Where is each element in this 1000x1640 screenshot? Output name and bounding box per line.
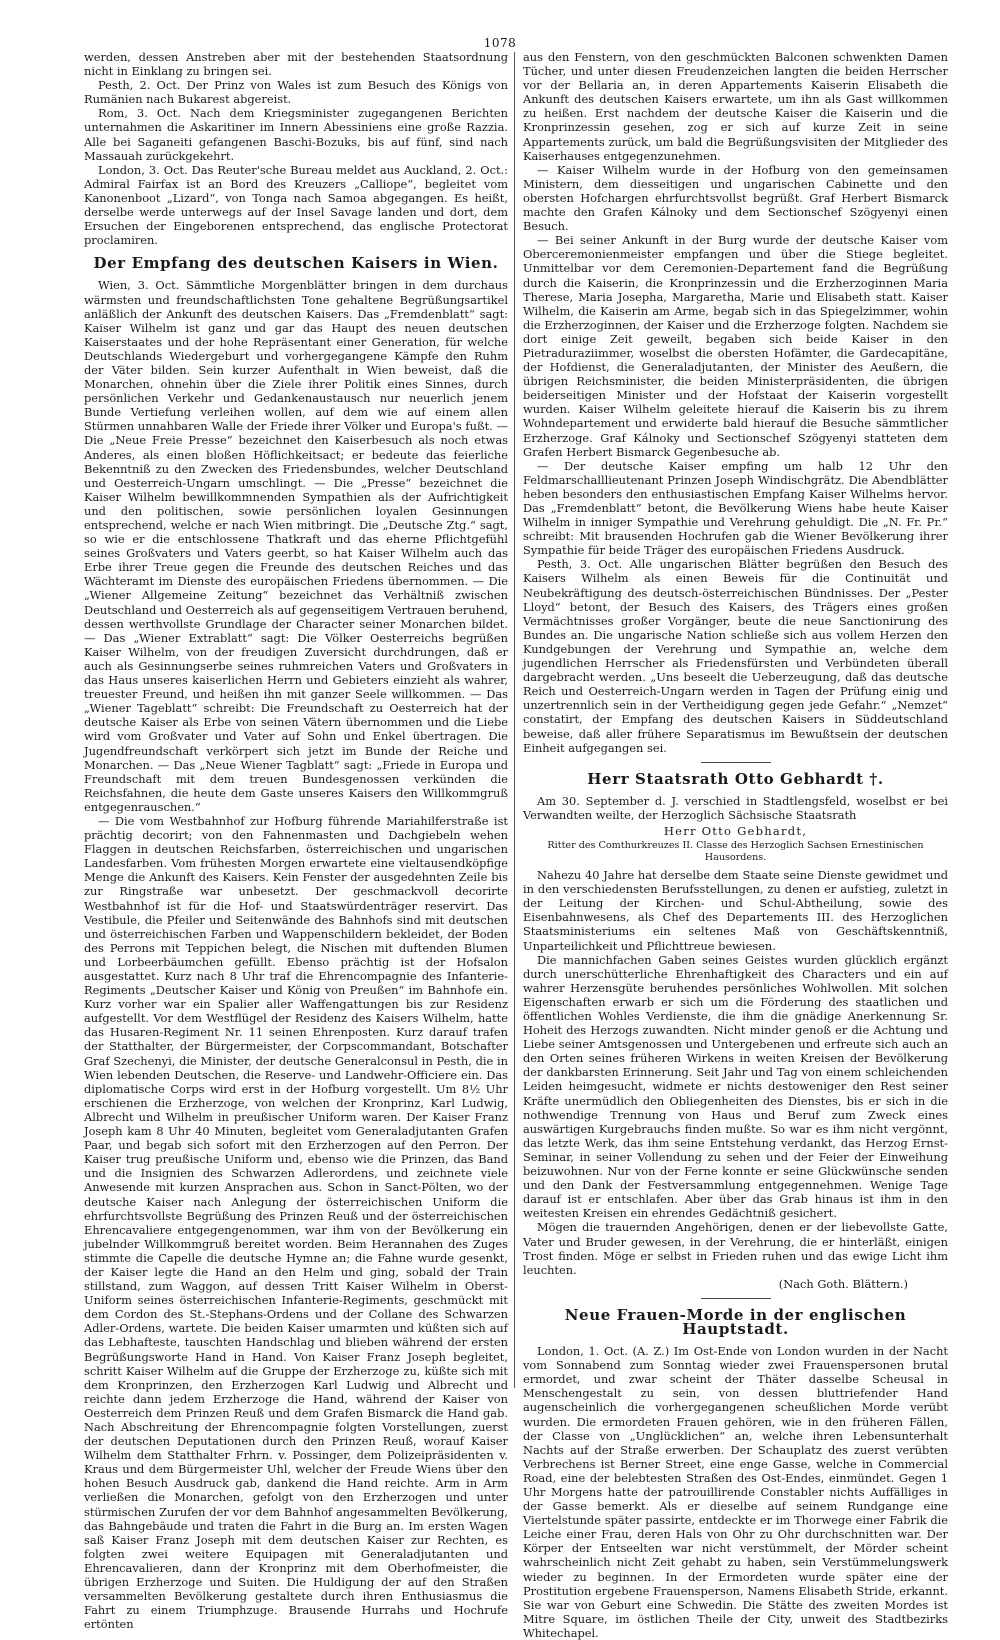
article-heading-kaiser-empfang: Der Empfang des deutschen Kaisers in Wien.: [93, 254, 499, 273]
murders-paragraph: London, 1. Oct. (A. Z.) Im Ost-Ende von London wurden in der Nacht vom Sonnabend zum Sonntag wieder zwei Frauenspersonen brutal ermordet, und zwar scheint der Thäter dasselbe Scheusal in Menschengestalt zu sein, von dessen bluttriefender Hand augenscheinlich die vorhergegangenen scheußlichen Morde verübt wurden. Die ermordeten Frauen gehören, wie in den früheren Fällen, der Classe von „Unglücklichen“ an, welche ihren Lebensunterhalt Nachts auf der Straße erwerben. Der Schauplatz des zuerst verübten Verbrechens ist Berner Street, eine enge Gasse, welche in Commercial Road, eine der belebtesten Straßen des Ost-Endes, einmündet. Gegen 1 Uhr Morgens hatte der patrouillirende Constabler nichts Auffälliges in der Gasse bemerkt. Als er dieselbe auf seinem Rundgange eine Viertelstunde später passirte, entdeckte er im Thorwege einer Fabrik die Leiche einer Frau, deren Hals von Ohr zu Ohr durchschnitten war. Der Körper der Entseelten war nicht verstümmelt, der Mörder scheint wahrscheinlich nicht Zeit gehabt zu haben, sein Verstümmelungswerk wieder zu beginnen. In der Ermordeten wurde später eine der Prostitution ergebene Frauensperson, Namens Elisabeth Stride, erkannt. Sie war von Geburt eine Schwedin. Die Stätte des zweiten Mordes ist Mitre Square, im östlichen Theile der City, unweit des Stadtbezirks Whitechapel.: [523, 1344, 948, 1640]
article-paragraph: — Bei seiner Ankunft in der Burg wurde der deutsche Kaiser vom Oberceremonienmeister empfangen und über die Stiege begleitet. Unmittelbar vor dem Ceremonien-Departement fand die Begrüßung durch die Kaiserin, die Kronprinzessin und die Erzherzoginnen Maria Therese, Maria Josepha, Margaretha, Marie und Elisabeth statt. Kaiser Wilhelm, die Kaiserin am Arme, begab sich in das Spiegelzimmer, wohin die Erzherzoginnen, der Kaiser und die Erzherzoge folgten. Nachdem sie dort einige Zeit geweilt, begaben sich beide Kaiser in den Pietraduraziimmer, woselbst die obersten Hofämter, die Gardecapitäne, der Hofdienst, die Generaladjutanten, der Minister des Aeußern, die übrigen Reichsminister, die beiden Ministerpräsidenten, die übrigen beiderseitigen Minister und der Hofstaat der Kaiserin vorgestellt wurden. Kaiser Wilhelm geleitete hierauf die Kaiserin bis zu ihrem Wohndepartement und erwiderte bald hierauf die Besuche sämmtlicher Erzherzoge. Graf Kálnoky und Sectionschef Szögyenyi statteten dem Grafen Herbert Bismarck Gegenbesuche ab.: [523, 233, 948, 459]
obituary-name: Herr Otto Gebhardt,: [663, 823, 808, 838]
article-paragraph: Pesth, 3. Oct. Alle ungarischen Blätter begrüßen den Besuch des Kaisers Wilhelm als einen Beweis für die Continuität und Neubekräftigung des deutsch-österreichischen Bündnisses. Der „Pester Lloyd“ betont, der Besuch des Kaisers, des Trägers eines großen Vermächtnisses großer Vorgänger, beute die neue Sanctionirung des Bundes an. Die ungarische Nation schließe sich aus vollem Herzen den Kundgebungen der Verehrung und Sympathie an, welche dem jugendlichen Herrscher als Friedensfürsten und Verbündeten überall dargebracht werden. „Uns beseelt die Ueberzeugung, daß das deutsche Reich und Oesterreich-Ungarn werden in Tagen der Prüfung einig und unzertrennlich sein in der Vertheidigung gegen jede Gefahr.“ „Nemzet“ constatirt, der Empfang des deutschen Kaisers in Süddeutschland beweise, daß aller frühere Separatismus im Bewußtsein der deutschen Einheit aufgegangen sei.: [523, 557, 948, 755]
column-divider: [514, 52, 515, 1388]
article-paragraph: Wien, 3. Oct. Sämmtliche Morgenblätter bringen in dem durchaus wärmsten und freundschaftlichsten Tone gehaltene Begrüßungsartikel anläßlich der Ankunft des deutschen Kaisers. Das „Fremdenblatt“ sagt: Kaiser Wilhelm ist ganz und gar das Haupt des neuen deutschen Kaiserstaates und der hohe Repräsentant einer Generation, für welche Deutschlands Wiedergeburt und vorhergegangene Kämpfe den Ruhm der Väter bilden. Sein kurzer Aufenthalt in Wien beweist, daß die Monarchen, ohnehin über die Ziele ihrer Politik eines Sinnes, durch persönlichen Verkehr und Gedankenaustausch nur neuerlich jenem Bunde Vertiefung verleihen wollen, auf dem wie auf einem allen Stürmen unnahbaren Walle der Friede ihrer Völker und Europa's fußt. — Die „Neue Freie Presse“ bezeichnet den Kaiserbesuch als noch etwas Anderes, als einen bloßen Höflichkeitsact; er bedeute das feierliche Bekenntniß zu den Zwecken des Friedensbundes, welcher Deutschland und Oesterreich-Ungarn umschlingt. — Die „Presse“ bezeichnet die Kaiser Wilhelm bewillkommnenden Sympathien als der Aufrichtigkeit und den politischen, sowie persönlichen loyalen Gesinnungen entsprechend, welche er nach Wien mitbringt. Die „Deutsche Ztg.“ sagt, so wie er die entschlossene Thatkraft und das eherne Pflichtgefühl seines Großvaters und Vaters geerbt, so hat Kaiser Wilhelm auch das Erbe ihrer Treue gegen die Freunde des deutschen Reiches und das Wächteramt im Dienste des europäischen Friedens übernommen. — Die „Wiener Allgemeine Zeitung“ bezeichnet das Verhältniß zwischen Deutschland und Oesterreich als auf gegenseitigem Vertrauen beruhend, dessen werthvollste Grundlage der Character seiner Monarchen bildet. — Das „Wiener Extrablatt“ sagt: Die Völker Oesterreichs begrüßen Kaiser Wilhelm, von der freudigen Zuversicht durchdrungen, daß er auch als Gesinnungserbe seines ruhmreichen Vaters und Großvaters in das Haus unseres kaiserlichen Herrn und Gebieters einzieht als wahrer, treuester Freund, und heißen ihn mit ganzer Seele willkommen. — Das „Wiener Tageblatt“ schreibt: Die Freundschaft zu Oesterreich hat der deutsche Kaiser als Erbe von seinen Vätern übernommen und die Liebe wird vom Großvater und Vater auf Sohn und Enkel übertragen. Die Jugendfreundschaft verkörpert sich jetzt im Bunde der Reiche und Monarchen. — Das „Neue Wiener Tagblatt“ sagt: „Friede in Europa und Freundschaft mit dem treuen Bundesgenossen verkünden die Reichsfahnen, die heute dem Gaste unseres Kaisers den Willkommgruß entgegenrauschen.“: [84, 278, 508, 814]
intro-paragraph: werden, dessen Anstreben aber mit der bestehenden Staatsordnung nicht in Einklang zu bringen sei.: [84, 50, 508, 79]
article-paragraph: aus den Fenstern, von den geschmückten Balconen schwenkten Damen Tücher, und unter diesen Freudenzeichen langten die beiden Herrscher vor der Bellaria an, in deren Appartements Kaiserin Elisabeth die Ankunft des deutschen Kaisers erwartete, um ihn als Gast willkommen zu heißen. Erst nachdem der deutsche Kaiser die Kaiserin und die Kronprinzessin gesehen, zog er sich auf kurze Zeit in seine Appartements zurück, um bald die Begrüßungsvisiten der Mitglieder des Kaiserhauses entgegenzunehmen.: [523, 50, 948, 163]
obituary-title: Ritter des Comthurkreuzes II. Classe des Herzoglich Sachsen Ernestinischen Hausordens.: [547, 840, 924, 864]
obituary-intro: Am 30. September d. J. verschied in Stadtlengsfeld, woselbst er bei Verwandten weilte, der Herzoglich Sächsische Staatsrath: [523, 793, 948, 822]
obituary-source: (Nach Goth. Blättern.): [778, 1276, 908, 1291]
page-number: 1078: [483, 36, 517, 50]
article-paragraph: — Kaiser Wilhelm wurde in der Hofburg von den gemeinsamen Ministern, dem diesseitigen und ungarischen Cabinette und den obersten Hofchargen ehrfurchtsvollst begrüßt. Graf Herbert Bismarck machte den Grafen Kálnoky und dem Sectionschef Szögyenyi einen Besuch.: [523, 162, 948, 234]
obituary-paragraph: Mögen die trauernden Angehörigen, denen er der liebevollste Gatte, Vater und Bruder gewesen, in der Verehrung, die er hinterläßt, einigen Trost finden. Möge er selbst in Frieden ruhen und das ewige Licht ihm leuchten.: [523, 1220, 948, 1277]
article-paragraph: — Der deutsche Kaiser empfing um halb 12 Uhr den Feldmarschalllieutenant Prinzen Joseph Windischgrätz. Die Abendblätter heben besonders den enthusiastischen Empfang Kaiser Wilhelms hervor. Das „Fremdenblatt“ betont, die Bevölkerung Wiens habe heute Kaiser Wilhelm in inniger Sympathie und Verehrung gehuldigt. Die „N. Fr. Pr.“ schreibt: Mit brausenden Hochrufen gab die Wiener Bevölkerung ihrer Sympathie für beide Träger des europäischen Friedens Ausdruck.: [523, 458, 948, 558]
murders-heading: Neue Frauen-Morde in der englischen Hauptstadt.: [564, 1305, 907, 1338]
rom-dispatch: Rom, 3. Oct. Nach dem Kriegsminister zugegangenen Berichten unternahmen die Askaritiner im Innern Abessiniens eine große Razzia. Alle bei Saganeiti gefangenen Baschi-Bozuks, bis auf fünf, sind nach Massauah zurückgekehrt.: [84, 106, 508, 163]
right-column: [523, 50, 948, 1640]
london-dispatch: London, 3. Oct. Das Reuter'sche Bureau meldet aus Auckland, 2. Oct.: Admiral Fairfax ist an Bord des Kreuzers „Calliope“, begleitet vom Kanonenboot „Lizard“, von Tonga nach Samoa abgegangen. Es heißt, derselbe werde unterwegs auf der Insel Savage landen und dort, dem Ersuchen der Eingeborenen entsprechend, das englische Protectorat proclamiren.: [84, 162, 508, 248]
article-paragraph: — Die vom Westbahnhof zur Hofburg führende Mariahilferstraße ist prächtig decorirt; von den Fahnenmasten und Dachgiebeln wehen Flaggen in deutschen Reichsfarben, österreichischen und ungarischen Landesfarben. Vom frühesten Morgen erwartete eine vieltausendköpfige Menge die Ankunft des Kaisers. Kein Fenster der ausgedehnten Zeile bis zur Ringstraße war unbesetzt. Der geschmackvoll decorirte Westbahnhof ist für die Hof- und Staatswürdenträger reservirt. Das Vestibule, die Pfeiler und Seitenwände des Bahnhofs sind mit deutschen und österreichischen Farben und Wappenschildern bekleidet, der Boden des Perrons mit Teppichen belegt, die Nischen mit duftenden Blumen und Lorbeerbäumchen gefüllt. Ebenso prächtig ist der Hofsalon ausgestattet. Kurz nach 8 Uhr traf die Ehrencompagnie des Infanterie-Regiments „Deutscher Kaiser und König von Preußen“ im Bahnhofe ein. Kurz vorher war ein Spalier aller Waffengattungen bis zur Residenz aufgestellt. Vor dem Westflügel der Residenz des Kaisers Wilhelm, hatte das Husaren-Regiment Nr. 11 seinen Ehrenposten. Kurz darauf trafen der Statthalter, der Bürgermeister, der Corpscommandant, Botschafter Graf Szechenyi, die Minister, der deutsche Generalconsul in Pesth, die in Wien lebenden Deutschen, die Reserve- und Landwehr-Officiere ein. Das diplomatische Corps wird erst in der Hofburg vorgestellt. Um 8½ Uhr erschienen die Erzherzoge, von welchen der Kronprinz, Karl Ludwig, Albrecht und Wilhelm in preußischer Uniform waren. Der Kaiser Franz Joseph kam 8 Uhr 40 Minuten, begleitet vom Generaladjutanten Grafen Paar, und begab sich sofort mit den Erzherzogen auf den Perron. Der Kaiser trug preußische Uniform und, ebenso wie die Prinzen, das Band und die Insignien des Schwarzen Adlerordens, und zeichnete viele Anwesende mit kurzen Ansprachen aus. Schon in Sanct-Pölten, wo der deutsche Kaiser nach Anlegung der österreichischen Uniform die ehrfurchtsvollste Begrüßung des Prinzen Reuß und der österreichischen Ehrencavaliere entgegengenommen, war ihm von der Bevölkerung ein jubelnder Willkommgruß bereitet worden. Beim Herannahen des Zuges stimmte die Capelle die deutsche Hymne an; die Fahne wurde gesenkt, der Kaiser legte die Hand an den Helm und ging, sobald der Train stillstand, zum Waggon, auf dessen Tritt Kaiser Wilhelm in Oberst-Uniform seines österreichischen Infanterie-Regiments, geschmückt mit dem Cordon des St.-Stephans-Ordens und der Collane des Schwarzen Adler-Ordens, wartete. Die beiden Kaiser umarmten und küßten sich auf das Lebhafteste, tauschten Handschlag und blieben während der ersten Begrüßungsworte Hand in Hand. Von Kaiser Franz Joseph begleitet, schritt Kaiser Wilhelm auf die Gruppe der Erzherzoge zu, küßte sich mit dem Kronprinzen, den Erzherzogen Karl Ludwig und Albrecht und reichte dann jedem Erzherzoge die Hand, während der Kaiser von Oesterreich dem Prinzen Reuß und dem Grafen Bismarck die Hand gab. Nach Abschreitung der Ehrencompagnie folgten Vorstellungen, zuerst der deutschen Deputationen durch den Prinzen Reuß, worauf Kaiser Wilhelm dem Statthalter Frhrn. v. Possinger, dem Polizeipräsidenten v. Kraus und dem Bürgermeister Uhl, welcher der Freude Wiens über den hohen Besuch Ausdruck gab, dankend die Hand reichte. Arm in Arm verließen die Monarchen, gefolgt von den Erzherzogen und unter stürmischen Zurufen der vor dem Bahnhof angesammelten Bevölkerung, das Bahngebäude und traten die Fahrt in die Burg an. Im ersten Wagen saß Kaiser Franz Joseph mit dem deutschen Kaiser zur Rechten, es folgten zwei weitere Equipagen mit Generaladjutanten und Ehrencavalieren, dann der Kronprinz mit dem Oberhofmeister, die übrigen Erzherzoge und Suiten. Die Huldigung der auf den Straßen versammelten Bevölkerung gestaltete durch ihren Enthusiasmus die Fahrt zu einem Triumphzuge. Brausende Hurrahs und Hochrufe ertönten: [84, 813, 508, 1632]
obituary-paragraph: Die mannichfachen Gaben seines Geistes wurden glücklich ergänzt durch unerschütterliche Ehrenhaftigkeit des Characters und ein auf wahrer Herzensgüte beruhendes persönliches Wohlwollen. Mit solchen Eigenschaften erwarb er sich um die Förderung des staatlichen und öffentlichen Wohles Verdienste, die ihm die gnädige Anerkennung Sr. Hoheit des Herzogs zuwandten. Nicht minder genoß er die Achtung und Liebe seiner Amtsgenossen und Untergebenen und erfreute sich auch an den Orten seines früheren Wirkens in weiten Kreisen der Bevölkerung der dankbarsten Erinnerung. Seit Jahr und Tag von einem schleichenden Leiden heimgesucht, widmete er nichts destoweniger den Rest seiner Kräfte unermüdlich den Obliegenheiten des Dienstes, bis er sich in die nothwendige Trennung von Haus und Beruf zum Zweck eines auswärtigen Kurgebrauchs finden mußte. So war es ihm nicht vergönnt, das letzte Werk, das ihm seine Entstehung verdankt, das Herzog Ernst-Seminar, in seiner Vollendung zu sehen und der Feier der Einweihung beizuwohnen. Nur von der Ferne konnte er seine Glückwünsche senden und den Dank der Festversammlung entgegennehmen. Wenige Tage darauf ist er entschlafen. Aber über das Grab hinaus ist ihm in den weitesten Kreisen ein ehrendes Gedächtniß gesichert.: [523, 952, 948, 1221]
obituary-paragraph: Nahezu 40 Jahre hat derselbe dem Staate seine Dienste gewidmet und in den verschiedensten Berufsstellungen, zu denen er aufstieg, zuletzt in der Leitung der Kirchen- und Schul-Abtheilung, sowie des Eisenbahnwesens, als Chef des Departements III. des Herzoglichen Staatsministeriums ein seltenes Maß von Geschäftskenntniß, Unparteilichkeit und Pflichttreue bewiesen.: [523, 868, 948, 953]
obituary-heading: Herr Staatsrath Otto Gebhardt †.: [587, 769, 884, 788]
left-column: [84, 50, 508, 1632]
pest-dispatch: Pesth, 2. Oct. Der Prinz von Wales ist zum Besuch des Königs von Rumänien nach Bukarest abgereist.: [84, 78, 508, 107]
section-rule: [701, 1298, 771, 1299]
section-rule: [701, 762, 771, 763]
